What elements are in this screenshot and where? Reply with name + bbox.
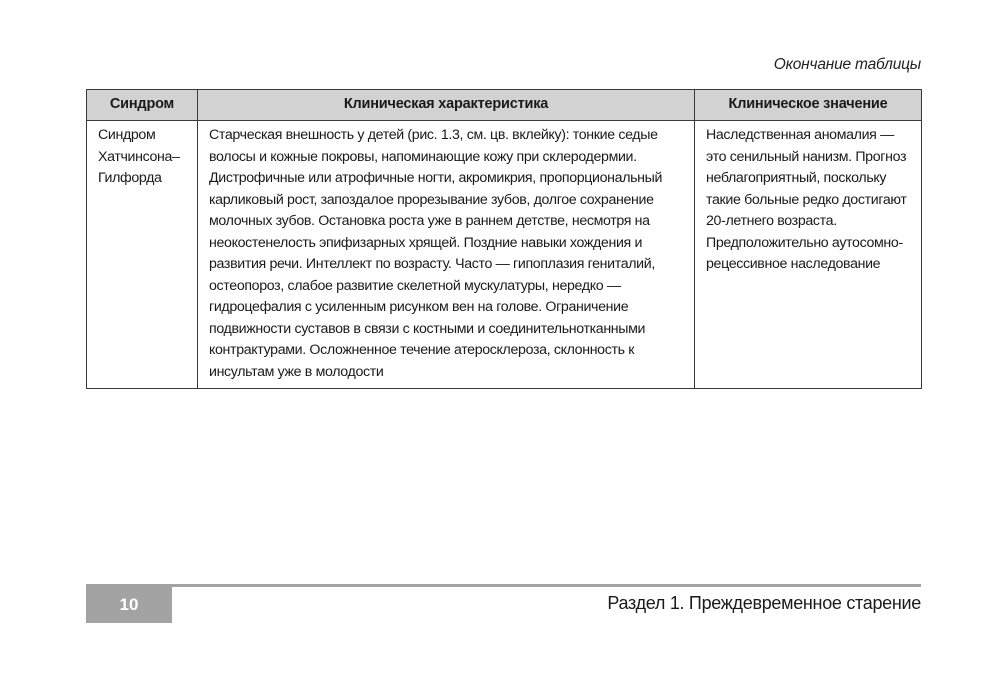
table-header-row [87,90,922,121]
significance-cell: Наследственная аномалия — это сенильный нанизм. Прогноз неблагоприятный, поскольку такие больные редко достигают 20-летнего возраста. Предположительно аутосомно-рецессивное наследование [695,121,922,389]
running-section-title: Раздел 1. Преждевременное старение [607,593,921,613]
footer-divider [86,584,921,587]
header-syndrome: Синдром [87,90,198,121]
table-continuation-caption: Окончание таблицы [773,56,921,73]
syndrome-table [86,89,922,389]
header-clinical-characteristic: Клиническая характеристика [198,90,695,121]
header-clinical-significance: Клиническое значение [695,90,922,121]
characteristic-cell: Старческая внешность у детей (рис. 1.3, см. цв. вклейку): тонкие седые волосы и кожные покровы, напоминающие кожу при склеродермии. Дистрофичные или атрофичные ногти, акромикрия, пропорциональный карликовый рост, запоздалое прорезывание зубов, долгое сохранение молочных зубов. Остановка роста уже в раннем детстве, несмотря на неокостенелость эпифизарных хрящей. Поздние навыки хождения и развития речи. Интеллект по возрасту. Часто — гипоплазия гениталий, остеопороз, слабое развитие скелетной мускулатуры, нередко — гидроцефалия с усиленным рисунком вен на голове. Ограничение подвижности суставов в связи с костными и соединительнотканными контрактурами. Осложненное течение атеросклероза, склонность к инсультам уже в молодости [198,121,695,389]
table-row [87,121,922,389]
syndrome-name-cell: Синдром Хатчинсона– Гилфорда [87,121,198,389]
page-number: 10 [86,587,172,623]
